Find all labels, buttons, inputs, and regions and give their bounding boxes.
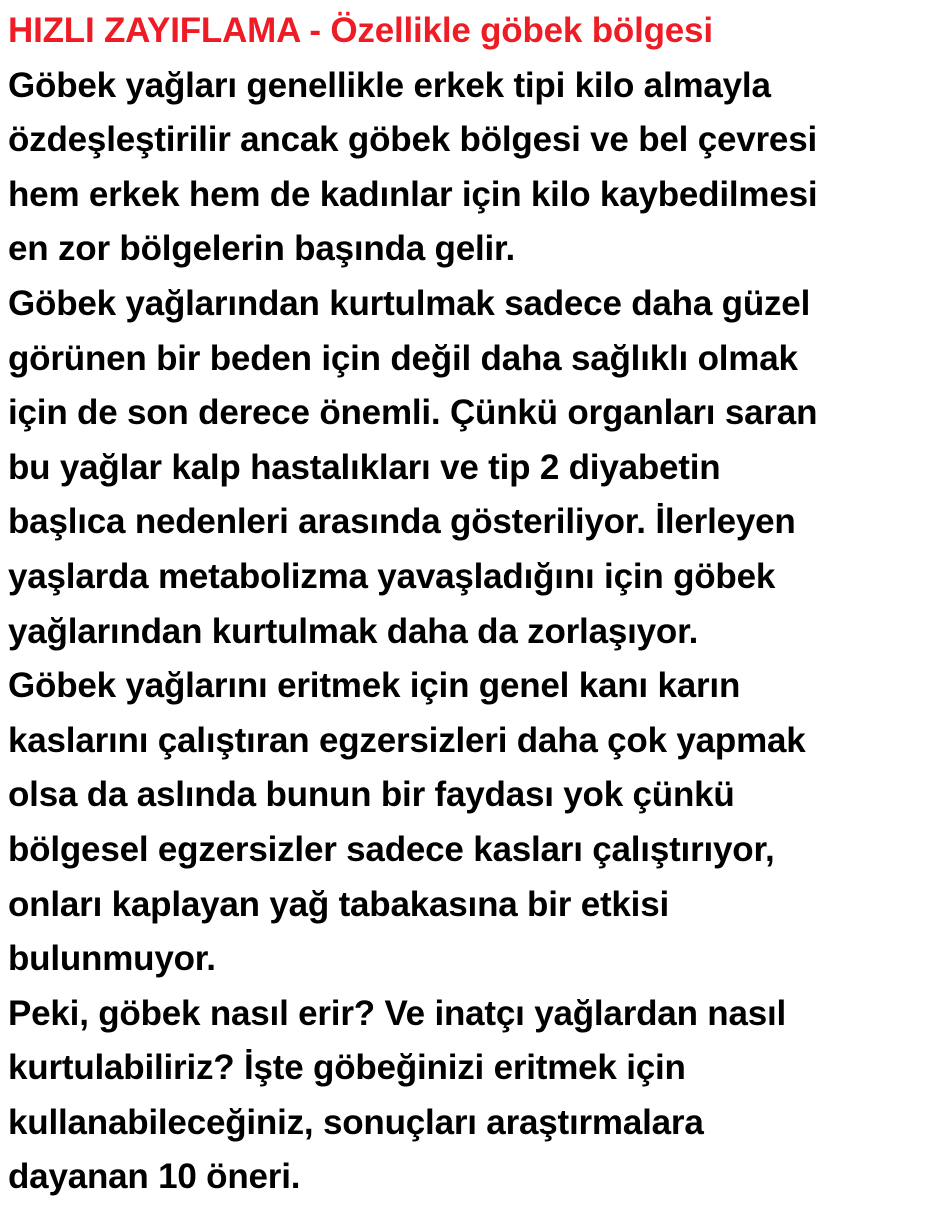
text-line: yağlarından kurtulmak daha da zorlaşıyor. bbox=[8, 611, 699, 651]
text-line: Göbek yağları genellikle erkek tipi kilo almayla bbox=[8, 65, 771, 105]
text-line: bu yağlar kalp hastalıkları ve tip 2 diyabetin bbox=[8, 447, 721, 487]
text-line: başlıca nedenleri arasında gösteriliyor. İlerleyen bbox=[8, 502, 796, 542]
text-line: Göbek yağlarından kurtulmak sadece daha güzel bbox=[8, 283, 811, 323]
text-line: kurtulabiliriz? İşte göbeğinizi eritmek için bbox=[8, 1048, 686, 1088]
text-line: görünen bir beden için değil daha sağlıklı olmak bbox=[8, 338, 798, 378]
text-line: onları kaplayan yağ tabakasına bir etkisi bbox=[8, 884, 669, 924]
text-line: bulunmuyor. bbox=[8, 939, 216, 979]
text-line: dayanan 10 öneri. bbox=[8, 1157, 301, 1197]
text-line: özdeşleştirilir ancak göbek bölgesi ve bel çevresi bbox=[8, 120, 817, 160]
text-line: en zor bölgelerin başında gelir. bbox=[8, 229, 516, 269]
text-line: bölgesel egzersizler sadece kasları çalıştırıyor, bbox=[8, 829, 775, 869]
text-line: için de son derece önemli. Çünkü organları saran bbox=[8, 393, 818, 433]
text-line: Göbek yağlarını eritmek için genel kanı karın bbox=[8, 666, 741, 706]
text-line: Peki, göbek nasıl erir? Ve inatçı yağlardan nasıl bbox=[8, 993, 787, 1033]
text-line: hem erkek hem de kadınlar için kilo kaybedilmesi bbox=[8, 174, 818, 214]
text-line: olsa da aslında bunun bir faydası yok çünkü bbox=[8, 775, 735, 815]
text-line: kullanabileceğiniz, sonuçları araştırmalara bbox=[8, 1102, 704, 1142]
document-page bbox=[8, 4, 932, 1205]
text-line: yaşlarda metabolizma yavaşladığını için göbek bbox=[8, 556, 776, 596]
document-title: HIZLI ZAYIFLAMA - Özellikle göbek bölgesi bbox=[8, 11, 713, 50]
text-line: kaslarını çalıştıran egzersizleri daha çok yapmak bbox=[8, 720, 806, 760]
